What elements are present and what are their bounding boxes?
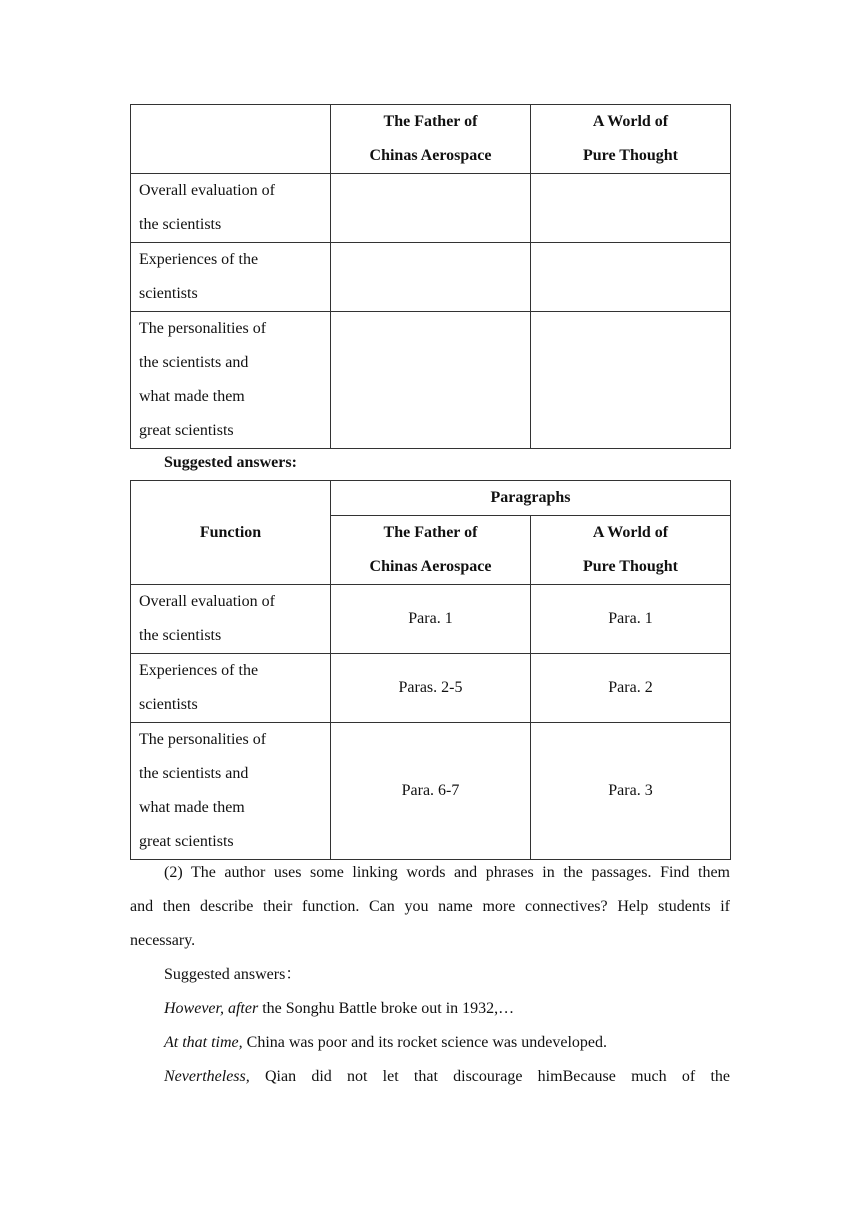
blank-cell [531, 243, 731, 312]
header-world-pure-thought: A World of Pure Thought [531, 516, 731, 585]
question-line: and then describe their function. Can you name more connectives? Help students if [130, 898, 730, 915]
blank-cell [331, 243, 531, 312]
question-line: necessary. [130, 932, 196, 949]
row-label-experiences: Experiences of the scientists [131, 654, 331, 723]
blank-cell [531, 312, 731, 449]
answer-cell: Para. 1 [331, 585, 531, 654]
answers-table [130, 480, 731, 860]
row-label-overall: Overall evaluation of the scientists [131, 174, 331, 243]
suggested-answers-heading: Suggested answers: [164, 454, 297, 471]
row-label-personalities: The personalities of the scientists and what made them great scientists [131, 312, 331, 449]
blank-cell [331, 312, 531, 449]
row-label-experiences: Experiences of the scientists [131, 243, 331, 312]
blank-cell [531, 174, 731, 243]
answer-cell: Paras. 2-5 [331, 654, 531, 723]
header-father-aerospace: The Father of Chinas Aerospace [331, 516, 531, 585]
suggested-answers-label: Suggested answers： [164, 966, 302, 983]
example-sentence: However, after the Songhu Battle broke out in 1932,… [164, 1000, 515, 1017]
question-line: (2) The author uses some linking words and phrases in the passages. Find them [164, 864, 730, 881]
paragraphs-header: Paragraphs [331, 481, 731, 516]
blank-table [130, 104, 731, 449]
example-sentence: At that time, China was poor and its rocket science was undeveloped. [164, 1034, 607, 1051]
answer-cell: Para. 1 [531, 585, 731, 654]
function-header: Function [131, 481, 331, 585]
header-father-aerospace: The Father of Chinas Aerospace [331, 105, 531, 174]
empty-corner-cell [131, 105, 331, 174]
example-sentence: Nevertheless, Qian did not let that discourage himBecause much of the [164, 1068, 730, 1085]
header-world-pure-thought: A World of Pure Thought [531, 105, 731, 174]
answer-cell: Para. 2 [531, 654, 731, 723]
answer-cell: Para. 3 [531, 723, 731, 860]
answer-cell: Para. 6-7 [331, 723, 531, 860]
blank-cell [331, 174, 531, 243]
row-label-overall: Overall evaluation of the scientists [131, 585, 331, 654]
row-label-personalities: The personalities of the scientists and what made them great scientists [131, 723, 331, 860]
